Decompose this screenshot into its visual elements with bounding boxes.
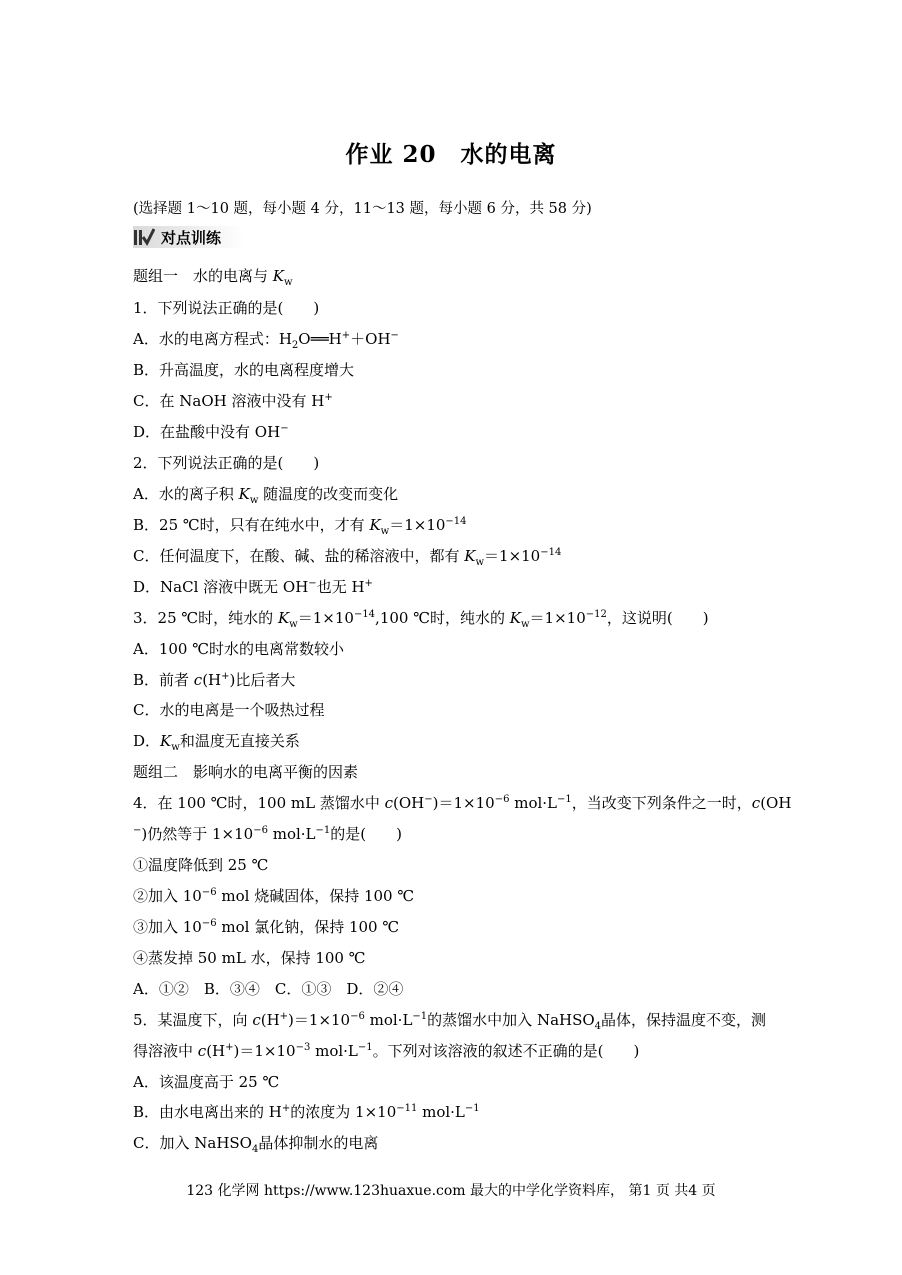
group-1-w: w: [284, 277, 293, 288]
page-title: 作业 20 水的电离: [345, 141, 557, 168]
q2-b-k: K: [369, 516, 381, 534]
q4-o2-post: mol 烧碱固体，保持 100 ℃: [216, 887, 415, 905]
q4-l2-mid: )仍然等于 1×10: [141, 825, 254, 843]
q5-b-mid2: mol·L: [417, 1103, 465, 1121]
q5-l2-sup1: +: [225, 1042, 234, 1053]
q2-b-sup: −14: [445, 516, 467, 527]
q5-l2-mid: (H: [206, 1042, 226, 1060]
q4-l1-c2: c: [751, 794, 761, 812]
q5-l1-mid4: 的蒸馏水中加入 NaHSO: [427, 1011, 595, 1029]
q2-b-w: w: [380, 526, 390, 537]
q3-d-text: D．: [133, 732, 161, 750]
q5-b-sup1: +: [281, 1103, 291, 1114]
q3-d-w: w: [171, 742, 180, 753]
q5-l1-mid: (H: [260, 1011, 280, 1029]
q2-a-text: A．水的离子积: [133, 485, 239, 503]
q3-b-mid: (H: [202, 671, 222, 689]
q4-o3-sup: −6: [201, 918, 217, 929]
q4-l1-text: 4．在 100 ℃时，100 mL 蒸馏水中: [133, 794, 385, 812]
q5-l1-sup1: +: [279, 1011, 289, 1022]
q5-b-sup3: −1: [464, 1103, 480, 1114]
q5-c-sub: 4: [251, 1144, 259, 1155]
question-5-stem-line-1: [133, 1010, 766, 1030]
q5-l2-text: 得溶液中: [133, 1042, 198, 1060]
section-label: 对点训练: [161, 228, 222, 247]
q5-l2-sup3: −1: [357, 1042, 373, 1053]
question-3-option-b: [133, 670, 295, 690]
question-4-condition-1: ①温度降低到 25 ℃: [133, 856, 269, 874]
q4-o2-text: ②加入 10: [133, 887, 202, 905]
q4-l1-mid: (OH: [393, 794, 425, 812]
q4-l1-sup2: −6: [494, 794, 510, 805]
question-2-option-c: [133, 546, 561, 566]
q5-l1-c: c: [252, 1011, 261, 1029]
q3-w2: w: [520, 619, 530, 630]
q2-c-sup: −14: [540, 547, 562, 558]
q5-c-text: C．加入 NaHSO: [133, 1134, 252, 1152]
q5-c-post: 晶体抑制水的电离: [258, 1134, 379, 1152]
question-2-option-d: [133, 577, 373, 597]
q5-l2-mid3: mol·L: [310, 1042, 358, 1060]
question-4-stem-line-2: [133, 824, 402, 844]
q2-c-mid: ＝1×10: [484, 547, 541, 565]
question-3-option-d: [133, 731, 300, 751]
question-4-stem-line-1: [133, 793, 791, 813]
question-3-stem: [133, 608, 709, 628]
q4-o3-post: mol 氯化钠，保持 100 ℃: [216, 918, 400, 936]
group-heading-2: 题组二 影响水的电离平衡的因素: [133, 763, 359, 781]
q5-l1-text: 5．某温度下，向: [133, 1011, 253, 1029]
q3-mid2: ,100 ℃时，纯水的: [375, 609, 510, 627]
q1-a-mid: O══H: [298, 330, 342, 348]
question-1-option-c: [133, 391, 333, 411]
q3-b-sup: +: [221, 671, 230, 682]
question-4-condition-3: [133, 917, 399, 937]
q3-w1: w: [289, 619, 298, 630]
q4-l2-sup1: −: [133, 825, 142, 836]
q5-l2-post: 。下列对该溶液的叙述不正确的是( ): [372, 1042, 640, 1060]
q5-l1-sup3: −1: [412, 1011, 428, 1022]
group-heading-1: [133, 266, 293, 286]
q5-l2-mid2: )＝1×10: [233, 1042, 296, 1060]
question-1-option-a: [133, 329, 399, 349]
q3-d-k: K: [160, 732, 172, 750]
q2-c-w: w: [475, 557, 485, 568]
q3-stem-text: 3．25 ℃时，纯水的: [133, 609, 278, 627]
q3-b-c: c: [193, 671, 203, 689]
q1-a-sup1: +: [341, 330, 351, 341]
q4-l2-sup3: −1: [315, 825, 331, 836]
q1-a-sup2: −: [390, 330, 399, 341]
q4-l1-post: (OH: [760, 794, 792, 812]
q1-d-sup: −: [280, 423, 289, 434]
q1-c-text: C．在 NaOH 溶液中没有 H: [133, 392, 325, 410]
question-2-option-a: [133, 484, 398, 504]
q5-b-mid: 的浓度为 1×10: [290, 1103, 397, 1121]
question-1-option-b: B．升高温度，水的电离程度增大: [133, 361, 355, 379]
q2-a-post: 随温度的改变而变化: [258, 485, 399, 503]
q2-d-text: D．NaCl 溶液中既无 OH: [133, 578, 309, 596]
q5-l1-sup2: −6: [350, 1011, 365, 1022]
q4-l2-post: 的是( ): [330, 825, 402, 843]
question-2-option-b: [133, 515, 467, 535]
q2-c-k: K: [464, 547, 476, 565]
q5-l1-mid3: mol·L: [364, 1011, 413, 1029]
q2-a-k: K: [238, 485, 250, 503]
q2-c-text: C．任何温度下，在酸、碱、盐的稀溶液中，都有: [133, 547, 465, 565]
q4-l2-mid2: mol·L: [267, 825, 316, 843]
q5-l2-sup2: −3: [295, 1042, 311, 1053]
q5-l1-sub: 4: [594, 1021, 602, 1032]
q4-l1-sup3: −1: [557, 794, 572, 805]
q1-a-text: A．水的电离方程式：H: [133, 330, 292, 348]
question-5-option-b: [133, 1102, 480, 1122]
q3-sup2: −12: [585, 609, 607, 620]
q2-d-mid: 也无 H: [316, 578, 365, 596]
question-1-option-d: [133, 422, 289, 442]
q5-l2-c: c: [197, 1042, 207, 1060]
q3-d-post: 和温度无直接关系: [179, 732, 300, 750]
q1-d-text: D．在盐酸中没有 OH: [133, 423, 281, 441]
question-3-option-c: C．水的电离是一个吸热过程: [133, 701, 325, 719]
q3-sup1: −14: [353, 609, 376, 620]
page-footer: 123 化学网 https://www.123huaxue.com 最大的中学化学资料库， 第1 页 共4 页: [186, 1183, 716, 1199]
q2-b-text: B．25 ℃时，只有在纯水中，才有: [133, 516, 370, 534]
q2-d-sup1: −: [308, 578, 317, 589]
score-note: (选择题 1～10 题，每小题 4 分，11～13 题，每小题 6 分，共 58 分): [133, 201, 592, 217]
q3-post: ，这说明( ): [606, 609, 709, 627]
q5-l1-post: 晶体，保持温度不变，测: [601, 1011, 767, 1029]
q3-mid3: ＝1×10: [529, 609, 586, 627]
q3-k2: K: [509, 609, 521, 627]
q4-o2-sup: −6: [201, 887, 217, 898]
q2-d-sup2: +: [364, 578, 373, 589]
question-5-stem-line-2: [133, 1041, 639, 1061]
q3-mid1: ＝1×10: [297, 609, 354, 627]
q1-a-sub: 2: [291, 340, 299, 351]
question-5-option-a: A．该温度高于 25 ℃: [133, 1073, 280, 1091]
q3-b-text: B．前者: [133, 671, 194, 689]
q4-l1-mid2: )＝1×10: [432, 794, 495, 812]
q4-l1-mid4: ，当改变下列条件之一时，: [571, 794, 752, 812]
q2-a-w: w: [249, 495, 259, 506]
q4-l1-sup1: −: [424, 794, 433, 805]
q4-l1-c: c: [384, 794, 394, 812]
question-4-choices: A．①② B．③④ C．①③ D．②④: [133, 980, 404, 998]
q3-k1: K: [277, 609, 290, 627]
q5-b-sup2: −11: [396, 1103, 418, 1114]
q5-l1-mid2: )＝1×10: [288, 1011, 351, 1029]
q4-l2-sup2: −6: [253, 825, 268, 836]
question-5-option-c: [133, 1133, 378, 1153]
q4-o3-text: ③加入 10: [133, 918, 202, 936]
q1-c-sup: +: [324, 392, 333, 403]
q4-l1-mid3: mol·L: [509, 794, 558, 812]
question-2-stem: 2．下列说法正确的是( ): [133, 454, 320, 472]
group-1-k: K: [272, 267, 284, 285]
q1-a-mid2: ＋OH: [350, 330, 391, 348]
question-1-stem: 1．下列说法正确的是( ): [133, 299, 320, 317]
checkmark-icon: [133, 227, 155, 247]
q2-b-mid: ＝1×10: [389, 516, 446, 534]
q3-b-post: )比后者大: [229, 671, 296, 689]
section-header: [133, 226, 243, 248]
group-1-text: 题组一 水的电离与: [133, 267, 273, 285]
q5-b-text: B．由水电离出来的 H: [133, 1103, 282, 1121]
question-4-condition-2: [133, 886, 414, 906]
question-3-option-a: A．100 ℃时水的电离常数较小: [133, 640, 345, 658]
question-4-condition-4: ④蒸发掉 50 mL 水，保持 100 ℃: [133, 949, 366, 967]
